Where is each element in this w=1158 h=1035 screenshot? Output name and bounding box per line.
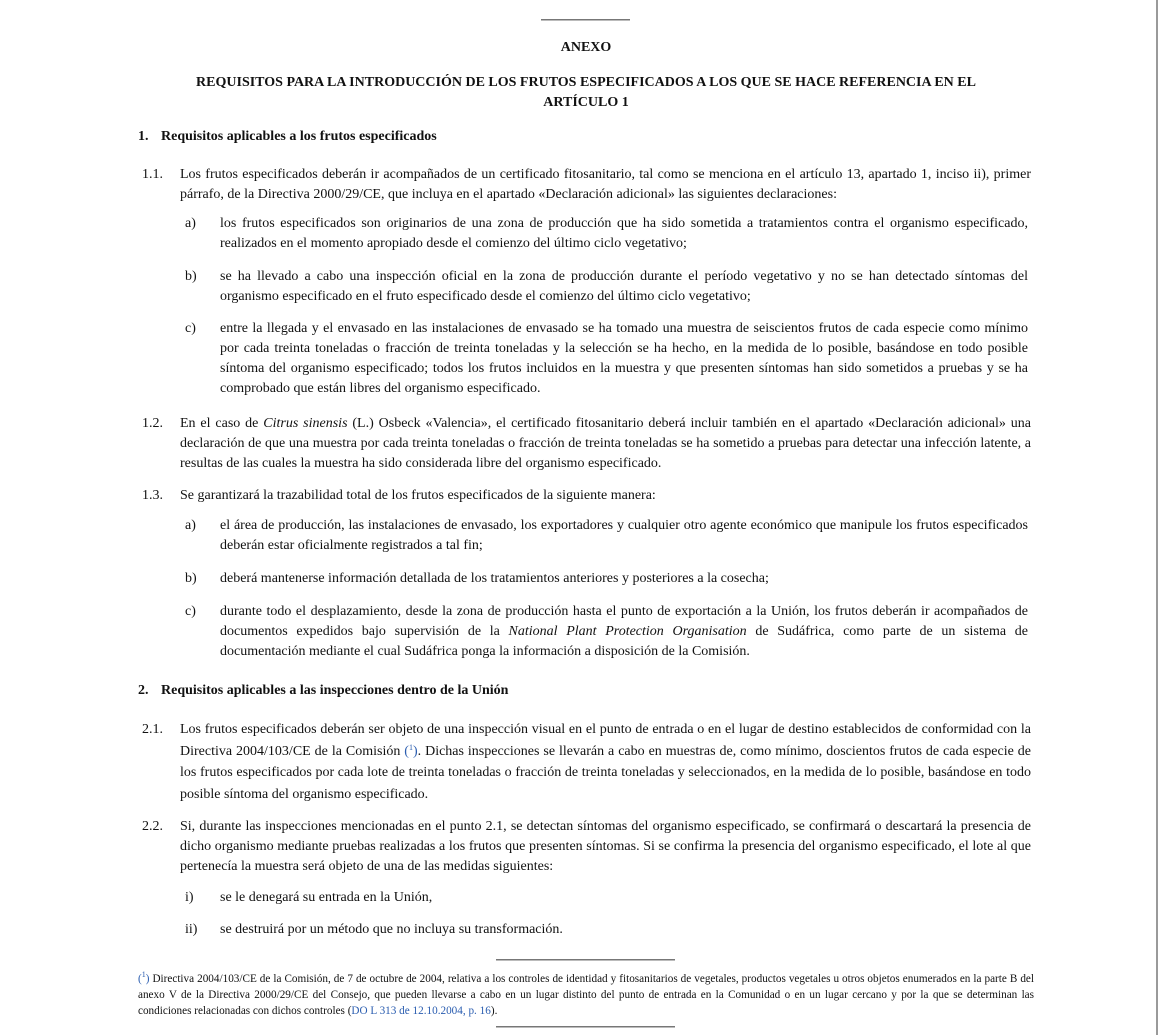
item-2-2 — [138, 817, 1031, 877]
item-1-2 — [138, 414, 1031, 474]
subitem-label: a) — [185, 216, 196, 231]
item-text — [180, 414, 1031, 474]
bottom-rule — [496, 1026, 675, 1028]
subitem-label: b) — [185, 269, 197, 284]
item-1-3 — [138, 486, 1031, 506]
section-1-number: 1. — [138, 129, 149, 144]
footnote-text: Directiva 2004/103/CE de la Comisión, de 7 de octubre de 2004, relativa a los controles de identidad y fitosanitarios de vegetales, productos vegetales u otros objetos enumerados en la parte B del anexo V de la Directiva 2000/29/CE del Consejo, que pueden llevarse a cabo en un lugar distinto del punto de entrada en la Comunidad o en un lugar cercano y por la que se determinan las condiciones relacionadas con dichos controles ( — [138, 973, 1034, 1017]
item-number: 1.3. — [142, 488, 163, 503]
subitem-1-1-a — [185, 214, 1028, 254]
subitem-label: b) — [185, 571, 197, 586]
text-run: durante todo el desplazamiento, desde la zona de producción hasta el punto de exportación a la Unión, los frutos deberán ir acompañados de documentos expedidos bajo supervisión de la — [220, 604, 1028, 639]
species-name: Citrus sinensis — [263, 416, 348, 431]
section-2-heading — [138, 681, 508, 701]
official-journal-link[interactable]: DO L 313 de 12.10.2004, p. 16 — [351, 1005, 491, 1017]
paren-close: ) — [412, 743, 418, 759]
subitem-1-1-b — [185, 267, 1028, 307]
footnote-marker — [138, 970, 150, 985]
subitem-label: c) — [185, 321, 196, 336]
subitem-text: entre la llegada y el envasado en las instalaciones de envasado se ha tomado una muestra de seiscientos frutos de cada especie como mínimo por cada treinta toneladas o fracción de treinta toneladas y la selección se ha hecho, en la medida de lo posible, basándose en todo posible síntoma del organismo especificado; todos los frutos incluidos en la muestra y que presenten síntomas han sido sometidos a pruebas y se ha comprobado que están libres del organismo especificado. — [220, 321, 1028, 396]
subitem-text — [220, 602, 1028, 662]
text-run: de Sudáfrica, como parte de un sistema de documentación mediante el cual Sudáfrica ponga la información a disposición de la Comisión. — [220, 624, 1029, 659]
subitem-text: se le denegará su entrada en la Unión, — [220, 890, 433, 905]
item-number: 1.1. — [142, 167, 163, 182]
item-text: Se garantizará la trazabilidad total de los frutos especificados de la siguiente manera: — [180, 488, 656, 503]
item-text: Si, durante las inspecciones mencionadas en el punto 2.1, se detectan síntomas del organismo especificado, se confirmará o descartará la presencia de dicho organismo mediante pruebas realizadas a los frutos que presenten síntomas. Si se confirma la presencia del organismo especificado, el lote al que pertenecía la muestra será objeto de una de las medidas siguientes: — [180, 819, 1031, 874]
section-1-title: Requisitos aplicables a los frutos especificados — [161, 129, 437, 144]
subitem-1-1-c — [185, 319, 1028, 399]
subitem-1-3-b — [185, 569, 1028, 589]
organisation-name: National Plant Protection Organisation — [508, 624, 747, 639]
subitem-label: ii) — [185, 922, 198, 937]
footnote-reference[interactable] — [404, 744, 417, 759]
main-heading: REQUISITOS PARA LA INTRODUCCIÓN DE LOS FRUTOS ESPECIFICADOS A LOS QUE SE HACE REFERENCIA EN EL ARTÍCULO 1 — [196, 75, 976, 110]
text-run: (L.) Osbeck «Valencia», el certificado fitosanitario deberá incluir también en el apartado «Declaración adicional» una declaración de que una muestra por cada treinta toneladas o fracción de treinta toneladas se ha sometido a pruebas para detectar una infección latente, a resultas de las cuales la muestra ha sido considerada libre del organismo especificado. — [180, 416, 1031, 471]
paren-open: ( — [138, 973, 142, 985]
subitem-label: i) — [185, 890, 194, 905]
paren-open: ( — [404, 743, 409, 759]
footnote-mark: 1 — [408, 742, 413, 752]
item-number: 2.2. — [142, 819, 163, 834]
top-rule — [541, 19, 630, 21]
footnote-end: ). — [490, 1005, 498, 1017]
subitem-text: se ha llevado a cabo una inspección oficial en la zona de producción durante el período vegetativo y no se han detectado síntomas del organismo especificado en el fruto especificado desde el comienzo del último ciclo vegetativo; — [220, 269, 1028, 304]
section-1-heading — [138, 127, 437, 147]
text-run: En el caso de — [180, 416, 264, 431]
subitem-1-3-a — [185, 516, 1028, 556]
subitem-text: los frutos especificados son originarios de una zona de producción que ha sido sometida a tratamientos contra el organismo especificado, realizados en el momento apropiado desde el comienzo del último ciclo vegetativo; — [220, 216, 1028, 251]
subitem-text: deberá mantenerse información detallada de los tratamientos anteriores y posteriores a la cosecha; — [220, 571, 769, 586]
item-number: 2.1. — [142, 722, 163, 737]
text-run: Los frutos especificados deberán ser objeto de una inspección visual en el punto de entrada o en el lugar de destino establecidos de conformidad con la Directiva 2004/103/CE de la Comisión — [180, 722, 1031, 759]
subitem-2-2-i — [185, 888, 1028, 908]
item-2-1 — [138, 719, 1031, 805]
text-run: . Dichas inspecciones se llevarán a cabo en muestras de, como mínimo, doscientos frutos de cada especie de los frutos especificados por cada lote de treinta toneladas o fracción de treinta toneladas y seleccionados, en la medida de lo posible, basándose en todo posible síntoma del organismo especificado. — [180, 743, 1031, 802]
subitem-text: se destruirá por un método que no incluya su transformación. — [220, 922, 563, 937]
annex-title: ANEXO — [560, 40, 612, 55]
subitem-label: c) — [185, 604, 196, 619]
footnote — [138, 971, 1034, 1019]
paren-close: ) — [145, 973, 150, 985]
section-2-title: Requisitos aplicables a las inspecciones dentro de la Unión — [161, 683, 509, 698]
footnote-separator — [496, 959, 675, 961]
item-text — [180, 719, 1031, 805]
subitem-label: a) — [185, 518, 196, 533]
item-text: Los frutos especificados deberán ir acompañados de un certificado fitosanitario, tal como se menciona en el artículo 13, apartado 1, inciso ii), primer párrafo, de la Directiva 2000/29/CE, que incluya en el apartado «Declaración adicional» las siguientes declaraciones: — [180, 167, 1031, 202]
section-2-number: 2. — [138, 683, 149, 698]
item-number: 1.2. — [142, 416, 163, 431]
item-1-1 — [138, 165, 1031, 205]
subitem-2-2-ii — [185, 920, 1028, 940]
subitem-1-3-c — [185, 602, 1028, 662]
footnote-mark: 1 — [141, 970, 146, 979]
subitem-text: el área de producción, las instalaciones de envasado, los exportadores y cualquier otro agente económico que manipule los frutos especificados deberán estar oficialmente registrados a tal fin; — [220, 518, 1028, 553]
